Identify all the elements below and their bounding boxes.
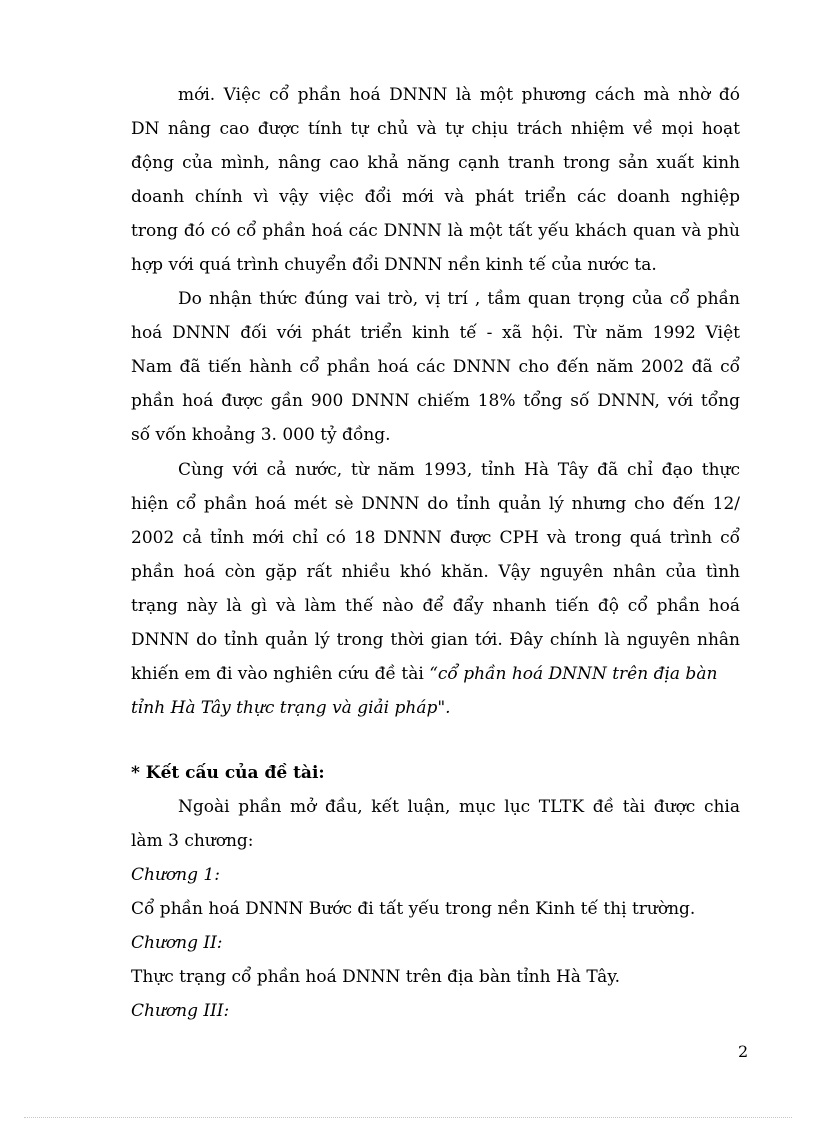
body-line: doanh chính vì vậy việc đổi mới và phát triển các doanh nghiệp <box>131 187 740 207</box>
body-line: trạng này là gì và làm thế nào để đẩy nhanh tiến độ cổ phần hoá <box>131 596 740 616</box>
chapter-title: Thực trạng cổ phần hoá DNNN trên địa bàn tỉnh Hà Tây. <box>131 967 621 987</box>
body-line: hiện cổ phần hoá mét sè DNNN do tỉnh quản lý nhưng cho đến 12/ <box>131 494 740 514</box>
topic-title-italic: “cổ phần hoá DNNN trên địa bàn <box>429 664 718 684</box>
body-line: tỉnh Hà Tây thực trạng và giải pháp". <box>131 698 451 718</box>
body-line: 2002 cả tỉnh mới chỉ có 18 DNNN được CPH và trong quá trình cổ <box>131 528 740 548</box>
body-line: DN nâng cao được tính tự chủ và tự chịu trách nhiệm về mọi hoạt <box>131 119 740 139</box>
body-line: hoá DNNN đối với phát triển kinh tế - xã hội. Từ năm 1992 Việt <box>131 323 740 343</box>
body-line: số vốn khoảng 3. 000 tỷ đồng. <box>131 425 391 445</box>
body-line: động của mình, nâng cao khả năng cạnh tranh trong sản xuất kinh <box>131 153 740 173</box>
body-line <box>131 660 740 688</box>
body-line: Cùng với cả nước, từ năm 1993, tỉnh Hà Tây đã chỉ đạo thực <box>178 460 740 480</box>
page-number: 2 <box>738 1042 749 1061</box>
body-line: Nam đã tiến hành cổ phần hoá các DNNN cho đến năm 2002 đã cổ <box>131 357 740 377</box>
body-line: DNNN do tỉnh quản lý trong thời gian tới. Đây chính là nguyên nhân <box>131 630 740 650</box>
chapter-title: Cổ phần hoá DNNN Bước đi tất yếu trong nền Kinh tế thị trường. <box>131 899 696 919</box>
body-line: phần hoá được gần 900 DNNN chiếm 18% tổng số DNNN, với tổng <box>131 391 740 411</box>
page-bottom-divider <box>24 1117 792 1118</box>
chapter-label: Chương 1: <box>131 865 220 885</box>
body-text: khiến em đi vào nghiên cứu đề tài <box>131 664 424 684</box>
chapter-label: Chương III: <box>131 1001 230 1021</box>
section-heading: * Kết cấu của đề tài: <box>131 763 325 783</box>
body-line: phần hoá còn gặp rất nhiều khó khăn. Vậy nguyên nhân của tình <box>131 562 740 582</box>
body-line: Do nhận thức đúng vai trò, vị trí , tầm quan trọng của cổ phần <box>178 289 740 309</box>
body-line: trong đó có cổ phần hoá các DNNN là một tất yếu khách quan và phù <box>131 221 740 241</box>
body-line: hợp với quá trình chuyển đổi DNNN nền kinh tế của nước ta. <box>131 255 657 275</box>
body-line: mới. Việc cổ phần hoá DNNN là một phương cách mà nhờ đó <box>178 85 740 105</box>
body-line: làm 3 chương: <box>131 831 254 851</box>
body-line: Ngoài phần mở đầu, kết luận, mục lục TLTK đề tài được chia <box>178 797 740 817</box>
chapter-label: Chương II: <box>131 933 223 953</box>
